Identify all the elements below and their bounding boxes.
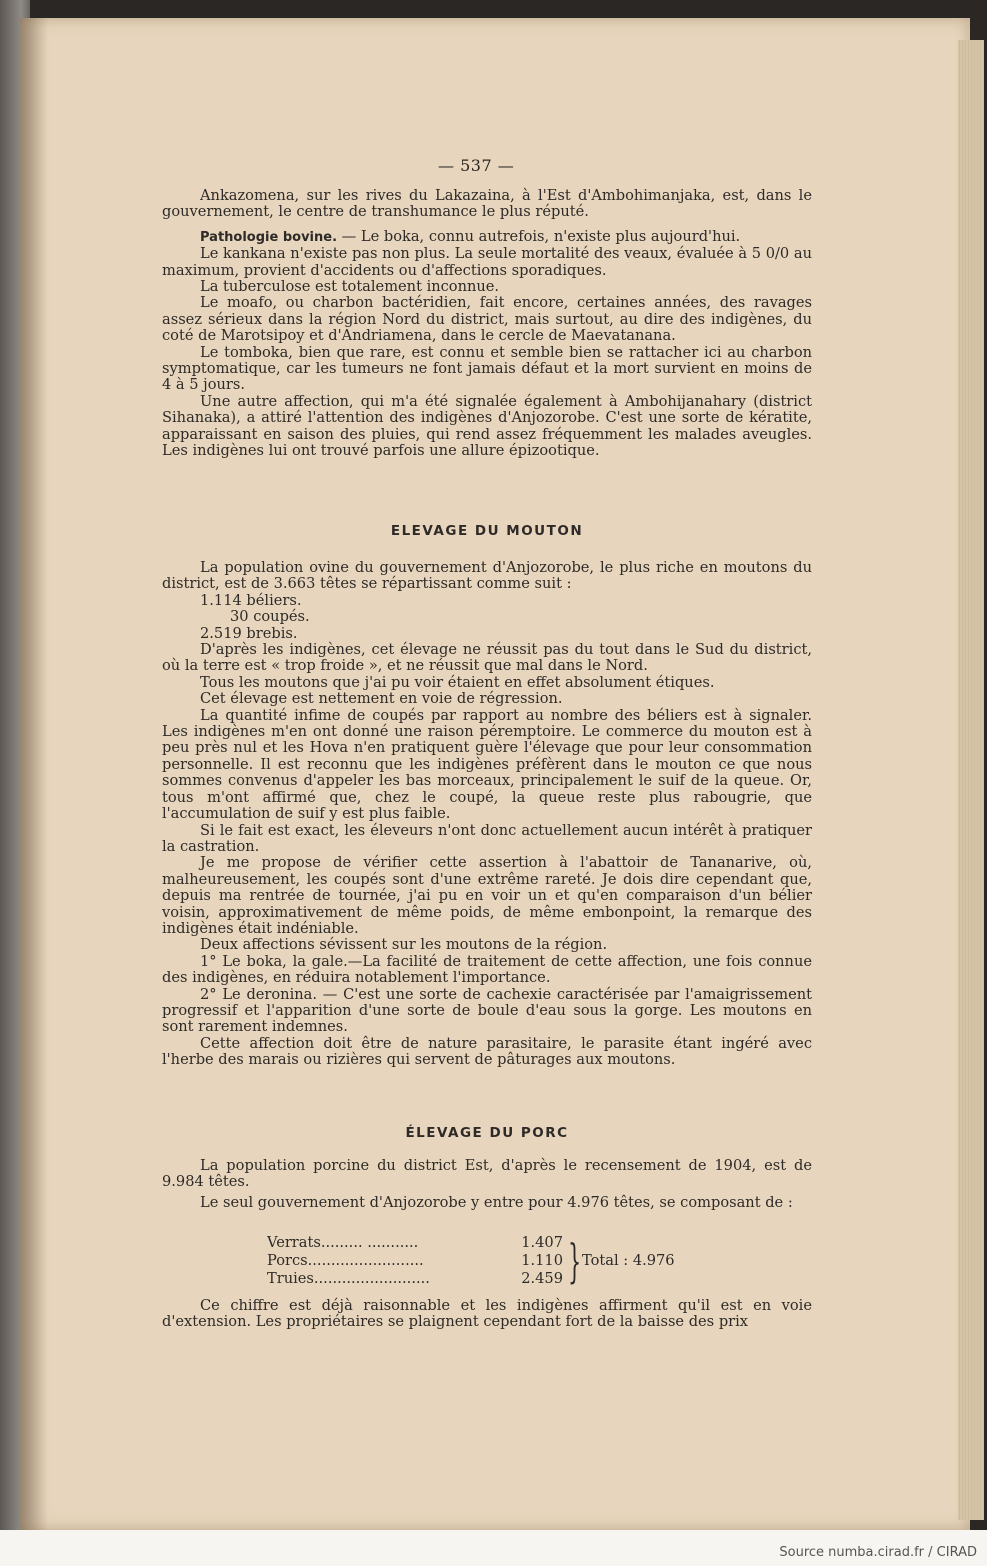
paragraph-text: — Le boka, connu autrefois, n'existe plus aujourd'hui. bbox=[337, 227, 741, 245]
paragraph: Je me propose de vérifier cette assertion à l'abattoir de Tananarive, où, malheureusement, les coupés sont d'une extrême rareté. Je dois dire cependant que, depuis ma rentrée de tournée, j'ai pu en voir un et qu'en comparaison d'un bélier voisin, approximativement de même poids, de même embonpoint, la remarque des indigènes était indéniable. bbox=[162, 854, 812, 937]
paragraph: Une autre affection, qui m'a été signalée également à Ambohijanahary (district Sihanaka), a attiré l'attention des indigènes d'Anjozorobe. C'est une sorte de kératite, apparaissant en saison des pluies, qui rend assez fréquemment les malades aveugles. Les indigènes lui ont trouvé parfois une allure épizootique. bbox=[162, 392, 812, 460]
row-label: Porcs......................... bbox=[267, 1252, 424, 1269]
text-block-final bbox=[162, 1298, 812, 1331]
paragraph: Tous les moutons que j'ai pu voir étaient en effet absolument étiques. bbox=[200, 673, 715, 691]
paragraph: Deux affections sévissent sur les moutons de la région. bbox=[200, 936, 608, 954]
table-total: Total : 4.976 bbox=[582, 1252, 675, 1269]
brace-icon: } bbox=[568, 1234, 582, 1288]
source-credit: Source numba.cirad.fr / CIRAD bbox=[779, 1545, 977, 1560]
paragraph: La population porcine du district Est, d'après le recensement de 1904, est de 9.984 têtes. bbox=[162, 1157, 812, 1191]
page-gutter-shadow bbox=[20, 18, 48, 1530]
table-row bbox=[267, 1234, 563, 1252]
row-label: Verrats......... ........... bbox=[267, 1234, 419, 1251]
paragraph: Ankazomena, sur les rives du Lakazaina, à l'Est d'Ambohimanjaka, est, dans le gouvernement, le centre de transhumance le plus réputé. bbox=[162, 187, 812, 221]
section-lead: Pathologie bovine. bbox=[200, 229, 338, 245]
table-row bbox=[267, 1270, 563, 1288]
paragraph: Cette affection doit être de nature parasitaire, le parasite étant ingéré avec l'herbe des marais ou rizières qui servent de pâturages aux moutons. bbox=[162, 1034, 812, 1069]
text-block-mouton bbox=[162, 560, 812, 1069]
paragraph: Le tomboka, bien que rare, est connu et semble bien se rattacher ici au charbon symptomatique, car les tumeurs ne font jamais défaut et la mort survient en moins de 4 à 5 jours. bbox=[162, 343, 812, 394]
paragraph: Le seul gouvernement d'Anjozorobe y entre pour 4.976 têtes, se composant de : bbox=[200, 1193, 793, 1211]
paragraph: La tuberculose est totalement inconnue. bbox=[200, 278, 500, 296]
list-item: 1.114 béliers. bbox=[200, 591, 302, 609]
paragraph: Le kankana n'existe pas non plus. La seule mortalité des veaux, évaluée à 5 0/0 au maximum, provient d'accidents ou d'affections sporadiques. bbox=[162, 245, 812, 279]
page-number: — 537 — bbox=[438, 156, 515, 175]
paragraph: D'après les indigènes, cet élevage ne réussit pas du tout dans le Sud du district, où la terre est « trop froide », et ne réussit que mal dans le Nord. bbox=[162, 641, 812, 675]
porc-table bbox=[267, 1234, 675, 1288]
row-value: 2.459 bbox=[521, 1270, 563, 1287]
paragraph: La population ovine du gouvernement d'Anjozorobe, le plus riche en moutons du district, est de 3.663 têtes se répartissant comme suit : bbox=[162, 559, 812, 593]
paragraph: 1° Le boka, la gale.—La facilité de traitement de cette affection, une fois connue des indigènes, en réduira notablement l'importance. bbox=[162, 952, 812, 987]
list-item: 30 coupés. bbox=[230, 608, 310, 626]
page-stack-edge bbox=[958, 40, 984, 1520]
paragraph: Cet élevage est nettement en voie de régression. bbox=[200, 690, 563, 708]
row-value: 1.110 bbox=[521, 1252, 563, 1269]
paragraph: 2° Le deronina. — C'est une sorte de cachexie caractérisée par l'amaigrissement progressif et l'apparition d'une sorte de boule d'eau sous la gorge. Les moutons en sont rarement indemnes. bbox=[162, 985, 812, 1036]
row-label: Truies......................... bbox=[267, 1270, 430, 1287]
text-block-porc bbox=[162, 1158, 812, 1211]
paragraph: La quantité infime de coupés par rapport au nombre des béliers est à signaler. Les indigènes m'en ont donné une raison péremptoire. Le commerce du mouton est à peu près nul et les Hova n'en pratiquent guère l'élevage que pour leur consommation personnelle. Il est reconnu que les indigènes préfèrent dans le mouton ce que nous sommes convenus d'appeler les bas morceaux, principalement le suif de la queue. Or, tous m'ont affirmé que, chez le coupé, la queue reste plus rabougrie, que l'accumulation de suif y est plus faible. bbox=[162, 706, 812, 823]
paragraph-pathologie bbox=[162, 229, 812, 246]
table-row bbox=[267, 1252, 563, 1270]
row-value: 1.407 bbox=[521, 1234, 563, 1251]
paragraph: Si le fait est exact, les éleveurs n'ont donc actuellement aucun intérêt à pratiquer la castration. bbox=[162, 821, 812, 855]
paragraph: Le moafo, ou charbon bactéridien, fait encore, certaines années, des ravages assez sérieux dans la région Nord du district, mais surtout, au dire des indigènes, du coté de Marotsipoy et d'Andriamena, dans le cercle de Maevatanana. bbox=[162, 294, 812, 345]
list-item: 2.519 brebis. bbox=[200, 624, 298, 642]
paragraph: Ce chiffre est déjà raisonnable et les indigènes affirment qu'il est en voie d'extension. Les propriétaires se plaignent cependant fort de la baisse des prix bbox=[162, 1297, 812, 1331]
section-heading-porc: ÉLEVAGE DU PORC bbox=[405, 1125, 569, 1141]
section-heading-mouton: ELEVAGE DU MOUTON bbox=[390, 523, 584, 539]
text-block-bovine bbox=[162, 188, 812, 460]
